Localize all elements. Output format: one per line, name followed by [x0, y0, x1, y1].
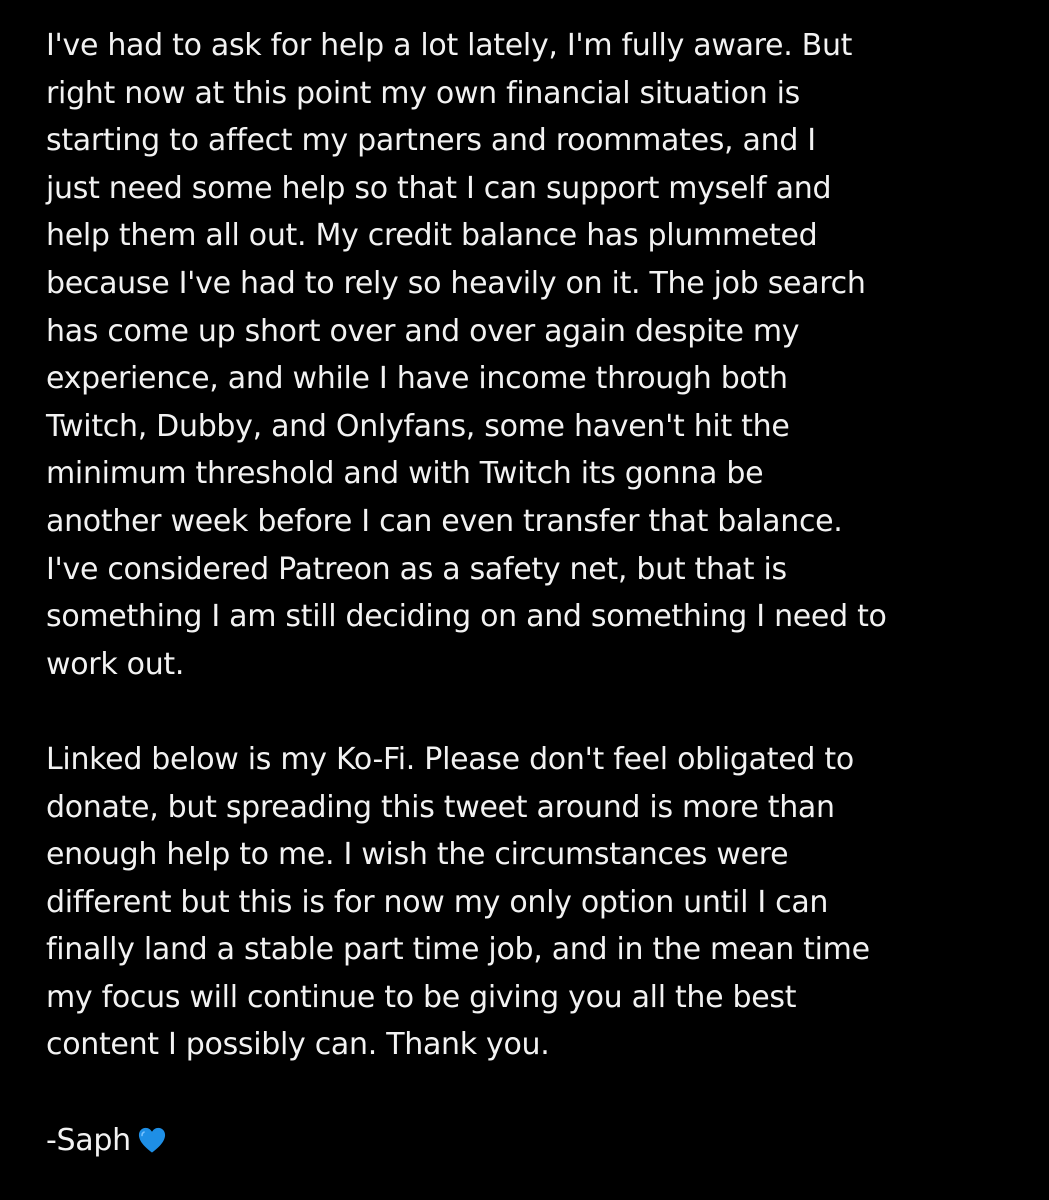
text-line: help them all out. My credit balance has plummeted — [46, 218, 818, 254]
text-line: because I've had to rely so heavily on it. The job search — [46, 265, 866, 301]
text-line: enough help to me. I wish the circumstances were — [46, 837, 789, 873]
text-line: something I am still deciding on and something I need to — [46, 599, 887, 635]
paragraph-gap — [46, 1069, 1006, 1117]
paragraph-2 — [46, 736, 1006, 1069]
text-line: Linked below is my Ko-Fi. Please don't feel obligated to — [46, 741, 854, 777]
paragraph-1 — [46, 22, 1006, 688]
paragraph-gap — [46, 688, 1006, 736]
text-line: I've had to ask for help a lot lately, I'm fully aware. But — [46, 28, 853, 63]
text-line: Twitch, Dubby, and Onlyfans, some haven't hit the — [46, 408, 790, 444]
text-line: work out. — [46, 646, 185, 682]
text-line: donate, but spreading this tweet around is more than — [46, 789, 835, 825]
text-line: right now at this point my own financial situation is — [46, 75, 801, 111]
text-line: minimum threshold and with Twitch its gonna be — [46, 456, 764, 492]
text-line: finally land a stable part time job, and in the mean time — [46, 932, 870, 968]
blue-heart-icon — [137, 1126, 167, 1154]
text-line: different but this is for now my only option until I can — [46, 884, 829, 920]
text-line: experience, and while I have income through both — [46, 361, 788, 397]
text-line: has come up short over and over again despite my — [46, 313, 800, 349]
text-line: just need some help so that I can support myself and — [46, 170, 832, 206]
text-line: I've considered Patreon as a safety net, but that is — [46, 551, 787, 587]
text-line: content I possibly can. Thank you. — [46, 1027, 550, 1063]
signoff — [46, 1117, 1006, 1165]
text-line: my focus will continue to be giving you all the best — [46, 979, 797, 1015]
text-line: starting to affect my partners and roommates, and I — [46, 123, 816, 159]
text-line: another week before I can even transfer that balance. — [46, 503, 843, 539]
signature: -Saph — [46, 1122, 131, 1158]
note-text — [46, 22, 1006, 1164]
